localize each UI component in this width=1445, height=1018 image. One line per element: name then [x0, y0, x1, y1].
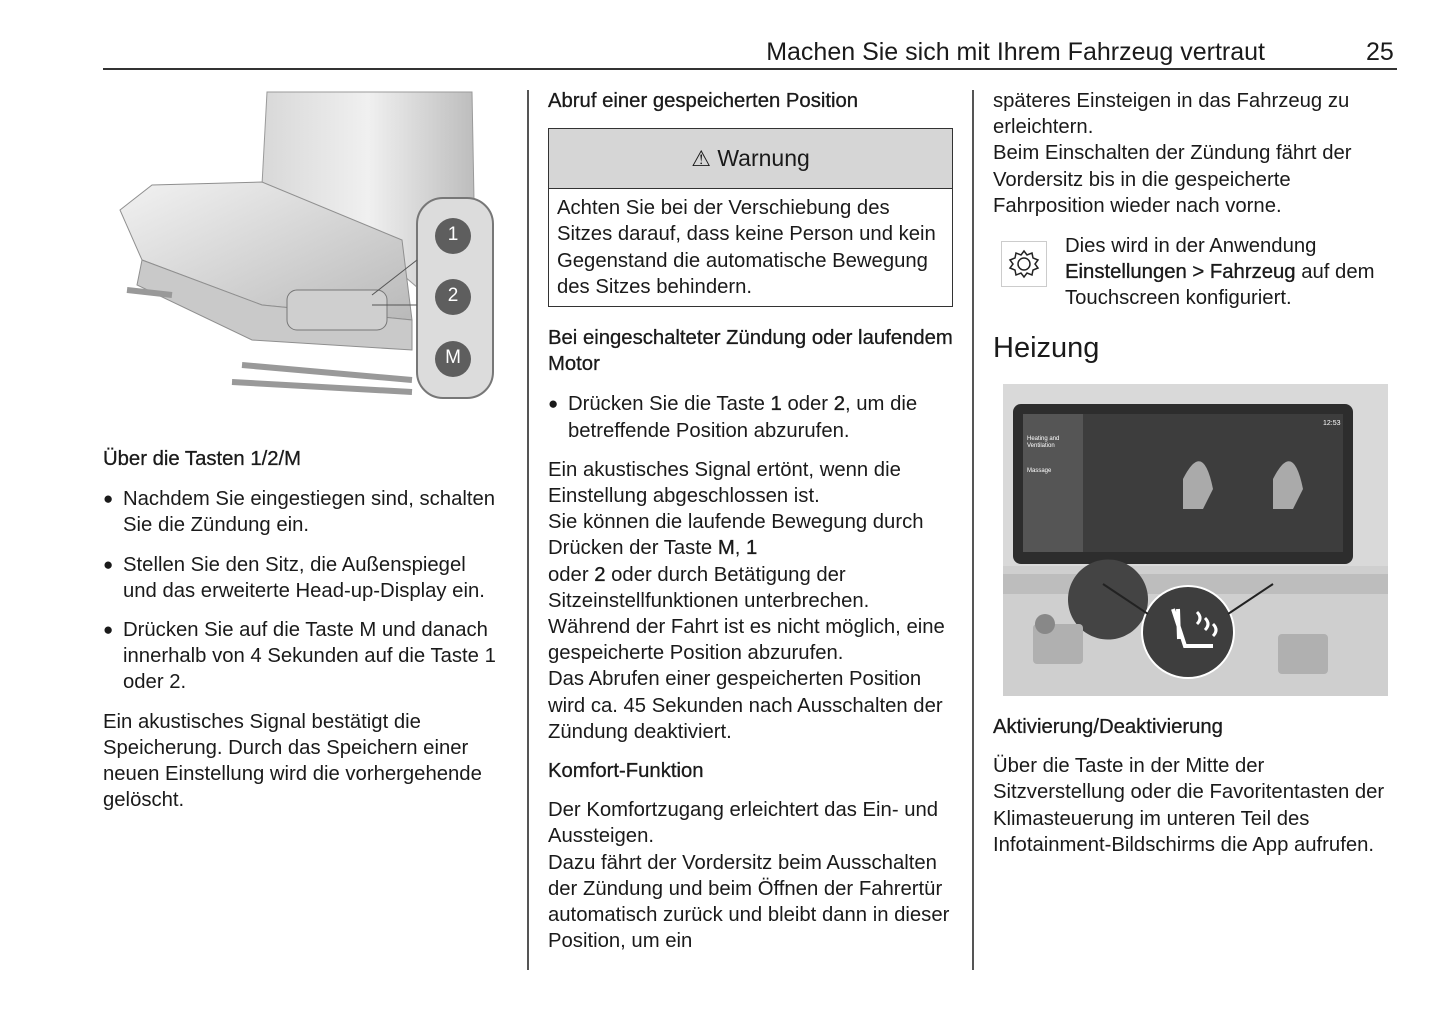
body-paragraph: Das Abrufen einer gespeicherten Position wird ca. 45 Sekunden nach Ausschalten der Zündung deaktiviert. [548, 668, 943, 743]
seat-memory-figure [112, 90, 502, 402]
page-number: 25 [1366, 38, 1394, 66]
section-title: Heizung [993, 332, 1100, 365]
body-paragraph: Beim Einschalten der Zündung fährt der Vordersitz bis in die gespeicherte Fahrposition wieder nach vorne. [993, 142, 1352, 217]
body-paragraph: Dazu fährt der Vordersitz beim Ausschalten der Zündung und beim Öffnen der Fahrertür automatisch zurück und bleibt dann in dieser Position, um ein [548, 851, 950, 953]
warning-header [549, 129, 952, 189]
warning-text: Achten Sie bei der Verschiebung des Sitzes darauf, dass keine Person und kein Gegenstand die automatische Bewegung des Sitzes behindern. [557, 197, 936, 298]
screen-menu-item: Massage [1027, 468, 1052, 474]
body-paragraph: Der Komfortzugang erleichtert das Ein- und Aussteigen. [548, 799, 939, 848]
memory-button-m: M [445, 347, 461, 368]
screen-menu-item: Heating and Ventilation [1027, 436, 1060, 449]
memory-button-1: 1 [447, 224, 459, 245]
warning-box [548, 128, 953, 307]
column-divider [972, 90, 974, 970]
column-divider [527, 90, 529, 970]
warning-triangle-icon: ⚠ [691, 146, 711, 172]
memory-button-2: 2 [447, 285, 459, 306]
body-paragraph: späteres Einsteigen in das Fahrzeug zu erleichtern. [993, 90, 1350, 139]
step-bullet: ● Drücken Sie die Taste 1 oder 2, um die betreffende Position abzurufen. [548, 391, 953, 443]
heating-controls-figure [1003, 384, 1388, 696]
section-heading: Abruf einer gespeicherten Position [548, 90, 859, 112]
screen-clock: 12:53 [1323, 420, 1341, 427]
body-paragraph: Während der Fahrt ist es nicht möglich, eine gespeicherte Position abzurufen. [548, 616, 945, 665]
buttons-heading: Über die Tasten 1/2/M [103, 448, 302, 470]
step-bullet: ● Nachdem Sie eingestiegen sind, schalten Sie die Zündung ein. [103, 486, 503, 538]
running-header: Machen Sie sich mit Ihrem Fahrzeug vertraut [766, 38, 1265, 66]
subsection-heading: Aktivierung/Deaktivierung [993, 716, 1223, 738]
gear-icon [1001, 241, 1047, 287]
body-paragraph: Ein akustisches Signal ertönt, wenn die Einstellung abgeschlossen ist. [548, 458, 901, 508]
section-heading: Bei eingeschalteter Zündung oder laufendem Motor [548, 327, 953, 376]
settings-note: Dies wird in der Anwendung Einstellungen > Fahrzeug auf dem Touchscreen konfiguriert. [993, 233, 1393, 313]
step-bullet: ● Drücken Sie auf die Taste M und danach innerhalb von 4 Sekunden auf die Taste 1 oder 2. [103, 617, 503, 696]
body-paragraph: Sie können die laufende Bewegung durch Drücken der Taste M, 1 oder 2 oder durch Betätigung der Sitzeinstellfunktionen unterbrechen. [548, 511, 924, 612]
header-rule [103, 68, 1397, 70]
section-heading: Komfort-Funktion [548, 760, 704, 783]
body-paragraph: Über die Taste in der Mitte der Sitzverstellung oder die Favoritentasten der Klimasteuerung im unteren Teil des Infotainment-Bildschirms die App aufrufen. [993, 755, 1385, 856]
step-bullet: ● Stellen Sie den Sitz, die Außenspiegel und das erweiterte Head-up-Display ein. [103, 552, 503, 604]
body-paragraph: Ein akustisches Signal bestätigt die Speicherung. Durch das Speichern einer neuen Einstellung wird die vorhergehende gelöscht. [103, 710, 482, 812]
warning-label: Warnung [717, 145, 810, 172]
